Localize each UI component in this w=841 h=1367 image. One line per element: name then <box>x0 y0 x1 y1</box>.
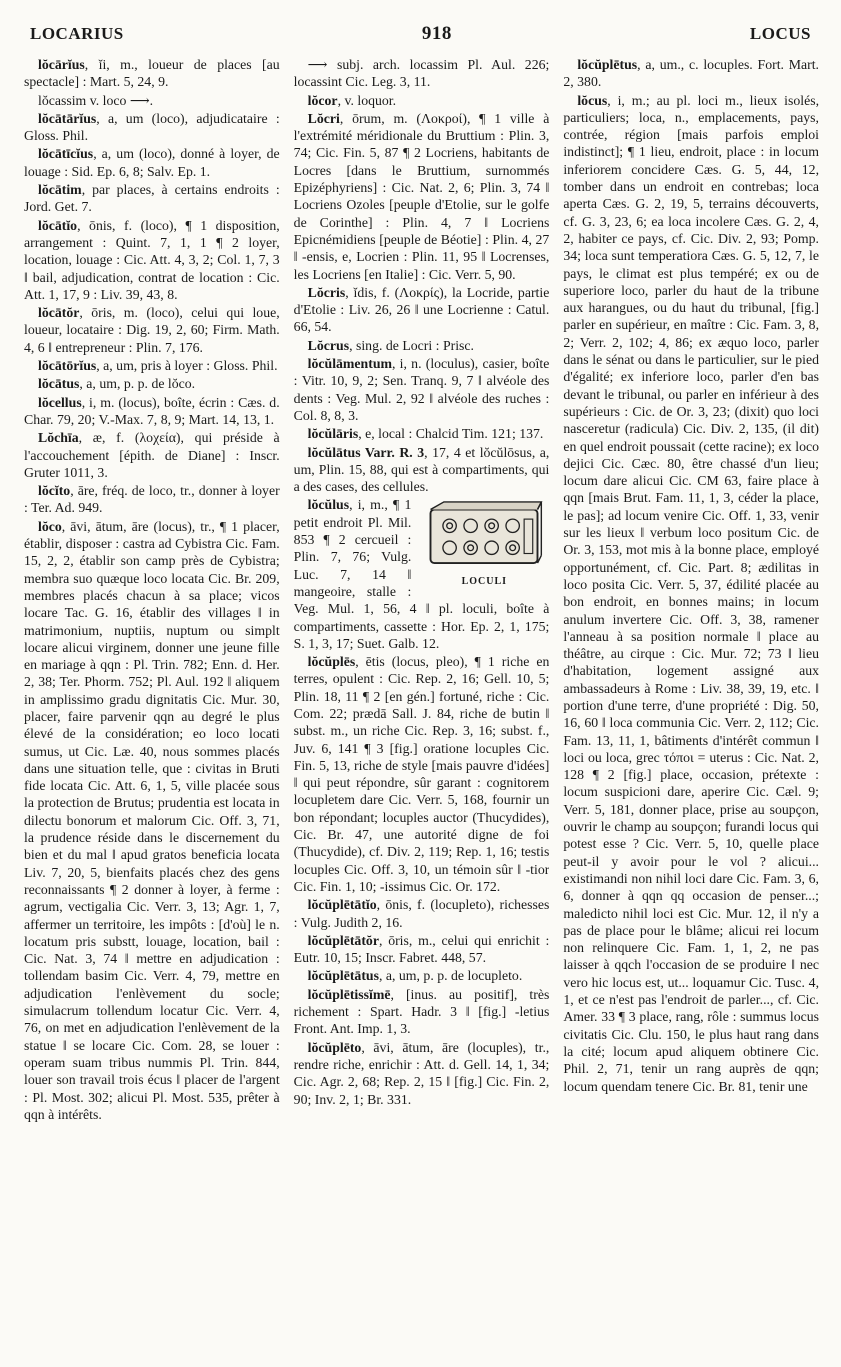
headword: lŏcārĭus <box>38 57 85 72</box>
headword: lŏcŭplēs <box>307 654 356 670</box>
column-right <box>563 56 819 1353</box>
running-head-right: LOCUS <box>749 24 811 43</box>
running-head-left: LOCARIUS <box>30 24 124 43</box>
dictionary-entry: lŏcātīcĭus, a, um (loco), donné à loyer, de louage : Sid. Ep. 6, 8; Salv. Ep. 1. <box>24 146 280 179</box>
headword: lŏcŭplētus <box>577 57 638 72</box>
loculi-illustration <box>419 500 549 590</box>
headword: lŏcŭplētissĭmē <box>307 986 391 1002</box>
headword: lŏcĭto <box>38 483 71 499</box>
dictionary-entry: lŏco, āvi, ātum, āre (locus), tr., ¶ 1 placer, établir, disposer : castra ad Cybistra Cic. Fam. 15, 2, 2, établir son camp près de Cybistra; membra suo quæque loco locata Cic. Br. 209, membres placés chacun à sa place; vicos locare Tac. G. 16, établir des villages ‖ in matrimonium, nuptiis, nuptum ou simplt locare alicui virginem, donner une jeune fille en mariage à qqn : Pl. Trin. 782; Enn. d. Her. 2, 38; Ter. Phorm. 752; Pl. Aul. 192 ‖ aliquem in amplissimo gradu dignitatis Cic. Mur. 30, placer, faire parvenir qqn au degré le plus élevé de la considération; eo loco locati sumus, ut Cic. Læ. 40, nous sommes placés dans une situation telle, que : civitas in Bruti fide locata Cic. Att. 6, 1, 5, ville placée sous la protection de Brutus; prudentia est locata in dilectu bonorum et malorum Cic. Off. 3, 71, la prudence réside dans le discernement du bien et du mal ‖ apud gratos beneficia locata Liv. 7, 20, 5, bienfaits placés chez des gens reconnaissants ¶ 2 donner à loyer, à ferme : agrum, vectigalia Cic. Verr. 3, 13; Agr. 1, 7, affermer un territoire, les impôts : [d'où] le n. locatum pris substt, louage, location, bail : Cic. Nat. 3, 74 ‖ mettre en adjudication : tollendam basim Cic. Verr. 4, 79, mettre en adjudication l'enlèvement du socle; simulacrum tollendum locatur Cic. Verr. 4, 76, on met en adjudication l'enlèvement de la statue ‖ se locare Cic. Com. 28, se louer : operam suam tribus nummis Pl. Trin. 844, louer son travail trois écus ‖ placer de l'argent : Pl. Most. 302; alicui Pl. Most. 535, prêter à qqn à intérêts. <box>24 518 280 1122</box>
headword: lŏcŭlātus Varr. R. 3 <box>307 444 425 460</box>
dictionary-entry: ⟶ subj. arch. locassim Pl. Aul. 226; locassint Cic. Leg. 3, 11. <box>293 57 550 90</box>
dictionary-entry: Lŏcri, ōrum, m. (Λοκροί), ¶ 1 ville à l'extrémité méridionale du Bruttium : Plin. 3, 74; Cic. Fin. 5, 87 ¶ 2 Locriens, habitants de Locres [dans le Bruttium, surnommés Epizéphyriens] : Cic. Nat. 2, 6; Plin. 3, 74 ‖ Locriens Ozoles [peuple d'Etolie, sur le golfe de Corinthe] : Plin. 4, 7 ‖ Locriens Epicnémidiens [peuple de Béotie] : Plin. 4, 27 ‖ -ensis, e, Locrien : Plin. 11, 95 ‖ Locrenses, les Locriens [en Italie] : Cic. Verr. 5, 90. <box>293 110 550 282</box>
dictionary-entry: lŏcārĭus, ĭi, m., loueur de places [au spectacle] : Mart. 5, 24, 9. <box>24 57 280 90</box>
dictionary-entry: lŏcātŏr, ōris, m. (loco), celui qui loue, loueur, locataire : Dig. 19, 2, 60; Firm. Math. 4, 6 ‖ entrepreneur : Plin. 7, 176. <box>24 305 280 355</box>
dictionary-entry: Lŏcris, ĭdis, f. (Λοκρίς), la Locride, partie d'Etolie : Liv. 26, 26 ‖ une Locrienne : Catul. 66, 54. <box>293 284 550 335</box>
headword: Lŏcrus <box>307 337 350 353</box>
headword: lŏcŭplētātus <box>307 968 379 984</box>
dictionary-entry: lŏcātus, a, um, p. p. de lŏco. <box>38 376 196 392</box>
headword: lŏcus <box>577 92 608 108</box>
headword: lŏcātĭo <box>38 217 78 233</box>
headword: lŏcātīcĭus <box>38 146 94 162</box>
dictionary-entry: lŏcŭlāmentum, i, n. (loculus), casier, boîte : Vitr. 10, 9, 2; Sen. Tranq. 9, 7 ‖ alvéole des dents : Veg. Mul. 2, 92 ‖ alvéole des ruches : Col. 8, 8, 3. <box>293 356 550 423</box>
headword: Lŏchīa <box>38 430 79 446</box>
dictionary-entry: lŏcŭplētātĭo, ōnis, f. (locupleto), richesses : Vulg. Judith 2, 16. <box>293 897 550 930</box>
headword: lŏcŭlāris <box>307 426 359 442</box>
headword: lŏcŭlāmentum <box>307 356 392 372</box>
headword: lŏcŭplētātĭo <box>307 897 377 913</box>
column-middle <box>294 56 550 1353</box>
page-header <box>30 18 811 50</box>
headword: Lŏcris <box>307 284 346 300</box>
dictionary-entry: Lŏchīa, æ, f. (λοχεία), qui préside à l'accouchement [épith. de Diane] : Inscr. Gruter 1011, 3. <box>24 430 280 480</box>
headword: lŏco <box>38 518 62 534</box>
column-left <box>24 56 280 1353</box>
headword: lŏcātim <box>38 182 82 198</box>
dictionary-entry: lŏcŭplētātus, a, um, p. p. de locupleto. <box>307 968 523 984</box>
dictionary-entry: lŏcŭplētātŏr, ōris, m., celui qui enrichit : Eutr. 10, 15; Inscr. Fabret. 448, 57. <box>293 932 550 966</box>
dictionary-entry: lŏcassim v. loco ⟶. <box>38 92 154 108</box>
headword: lŏcellus <box>38 394 82 410</box>
dictionary-entry: lŏcŭlus, i, m., ¶ 1 petit endroit Pl. Mil. 853 ¶ 2 cercueil : Plin. 7, 76; Vulg. Luc. 7, 14 ‖ mangeoire, stalle : Veg. Mul. 1, 56, 4 ‖ pl. loculi, boîte à compartiments, cassette : Hor. Ep. 2, 1, 175; S. 1, 3, 17; Suet. Galb. 12. <box>293 497 550 651</box>
dictionary-entry: lŏcŭlāris, e, local : Chalcid Tim. 121; 137. <box>307 426 544 442</box>
headword: lŏcātōrĭus <box>38 358 97 374</box>
headword: lŏcātŏr <box>38 305 80 321</box>
dictionary-entry: lŏcellus, i, m. (locus), boîte, écrin : Cæs. d. Char. 79, 20; V.-Max. 7, 8, 9; Mart. 14, 13, 1. <box>24 394 280 427</box>
dictionary-entry: lŏcŭplētissĭmē, [inus. au positif], très richement : Spart. Hadr. 3 ‖ [fig.] -letius Front. Ant. Imp. 1, 3. <box>293 986 550 1037</box>
cassette-drawing-icon <box>422 500 546 571</box>
dictionary-entry: lŏcus, i, m.; au pl. loci m., lieux isolés, particuliers; loca, n., emplacements, pays, contrée, région [mais parfois emploi indistinct]; ¶ 1 lieu, endroit, place : in locum inferiorem concidere Cæs. G. 5, 44, 12, tomber dans un endroit en contrebas; loca aperta Cæs. G. 2, 19, 5, terrains découverts, cf. G. 3, 23, 6; ea loca incolere Cæs. G. 2, 4, 2, habiter ce pays, cf. Cic. Div. 2, 93; Pomp. 34; loca sunt temperatiora Cæs. G. 5, 12, 7, le pays, le climat est plus tempéré; ex ou de superiore loco, parler du haut de la tribune aux harangues, ou du haut du tribunal, [fig.] parler en supérieur, en maître : Cic. Fam. 3, 8, 2; Verr. 2, 102; 4, 86; ex æquo loco, parler dans le sénat ou dans le particulier, sur le pied d'égalité; ex inferiore loco, parler d'en bas devant le tribunal, ou parler en inférieur à des supérieurs : Cic. de Or. 3, 23; (dixit) quo loci nasceretur (radicula) Cic. Div. 2, 135, (il dit) en quel endroit poussait (cette racine); ex loco dejici Cic. Cæc. 80, être chassé d'un lieu; locum dare alicui Cic. CM 63, faire place à qqn [mais Brut. Fam. 11, 1, 3, céder la place, le pas]; ad locum venire Cic. Off. 1, 33, venir sur les lieux ‖ verbum loco positum Cic. de Or. 3, 153, mot mis à la bonne place, employé opportunément, cf. Cic. Part. 8; ædilitas in loco posita Cic. Verr. 5, 37, édilité placée au bon endroit, en bonnes mains; in locum anulum invertere Cic. Off. 3, 38, ramener l'anneau à sa position normale ‖ place au théâtre, au cirque : Cic. Mur. 72; 73 ‖ lieu d'habitation, logement assigné aux ambassadeurs à Rome : Liv. 38, 39, 19, etc. ‖ portion d'une terre, d'une propriété : Dig. 50, 16, 60 ‖ loca communia Cic. Verr. 2, 112; Cic. Fam. 13, 11, 1, bâtiments d'intérêt commun ‖ loci ou loca, grec τόποι = uterus : Cic. Nat. 2, 128 ¶ 2 [fig.] place, occasion, prétexte : locum suspicioni dare, aperire Cic. Cæl. 9; Verr. 5, 181, donner place, prise au soupçon, ouvrir le champ au soupçon; furandi locus qui potest esse ? Cic. Verr. 5, 10, quelle place peut-il y avoir pour le vol ? alicui... existimandi non nihil loci dare Cic. Fam. 3, 6, 6, donner à qqn qq occasion de penser...; maledicto nihil loci est Cic. Mur. 12, il n'y a pas de place pour le blâme; alicui rei locum non relinquere Cic. Fam. 1, 1, 2, ne pas laisser à qqch l'occasion de se produire ‖ nec vero hic locus est, ut... loquamur Cic. Tusc. 4, 1, et ce n'est pas l'endroit de parler..., cf. Cic. Amer. 33 ¶ 3 place, rang, rôle : summus locus civitatis Cic. Clu. 150, le plus haut rang dans la cité; locum apud aliquem obtinere Cic. Phil. 2, 71, tenir un rang auprès de qqn; locum quendam tenere Cic. Br. 81, tenir une <box>563 92 820 1094</box>
dictionary-entry: lŏcŭplēs, ētis (locus, pleo), ¶ 1 riche en terres, opulent : Cic. Rep. 2, 16; Gell. 10, 5; Plin. 18, 11 ¶ 2 [en gén.] fortuné, riche : Cic. Com. 22; prædā Sall. J. 84, riche de butin ‖ subst. m., un riche Cic. Rep. 3, 16; subst. f., Juv. 6, 141 ¶ 3 [fig.] oratione locuples Cic. Fin. 5, 13, riche de style [mais pauvre d'idées] ‖ qui peut répondre, sûr garant : cognitorem locupletem dare Cic. Verr. 5, 168, fournir un bon répondant; locuples auctor (Thucydides), Cic. Br. 47, une autorité digne de foi (Thucydide), cf. Div. 2, 119; Rep. 1, 16; testis locuples Cic. Off. 3, 10, un témoin sûr ‖ -tior Cic. Fin. 1, 10; -issimus Cic. Or. 172. <box>293 654 550 894</box>
headword: lŏcātārĭus <box>38 110 97 126</box>
headword: lŏcŭplēto <box>307 1039 362 1055</box>
headword: lŏcŭplētātŏr <box>307 932 379 948</box>
figure-caption: LOCULI <box>461 576 508 588</box>
dictionary-entry: Lŏcrus, sing. de Locri : Prisc. <box>307 337 474 353</box>
headword: Lŏcri <box>307 110 340 126</box>
headword: lŏcātus <box>38 376 80 392</box>
page-number: 918 <box>421 23 452 44</box>
dictionary-entry: lŏcor, v. loquor. <box>307 92 397 108</box>
dictionary-entry: lŏcātim, par places, à certains endroits : Jord. Get. 7. <box>24 182 280 215</box>
dictionary-entry: lŏcŭplēto, āvi, ātum, āre (locuples), tr., rendre riche, enrichir : Att. d. Gell. 14, 1, 34; Cic. Agr. 2, 68; Rep. 2, 15 ‖ [fig.] Cic. Fin. 2, 90; Inv. 2, 1; Br. 331. <box>293 1039 550 1107</box>
dictionary-entry: lŏcŭlātus Varr. R. 3, 17, 4 et lŏcŭlōsus, a, um, Plin. 15, 88, qui est à compartiments, qui a des cases, des cellules. <box>293 444 550 495</box>
dictionary-entry: lŏcŭplētus, a, um., c. locuples. Fort. Mart. 2, 380. <box>563 57 820 90</box>
dictionary-entry: lŏcātĭo, ōnis, f. (loco), ¶ 1 disposition, arrangement : Quint. 7, 1, 1 ¶ 2 loyer, location, louage : Cic. Att. 4, 3, 2; Col. 1, 7, 3 ‖ bail, adjudication, contrat de location : Cic. Att. 1, 17, 9 : Liv. 39, 43, 8. <box>24 217 280 302</box>
dictionary-entry: lŏcātārĭus, a, um (loco), adjudicataire : Gloss. Phil. <box>24 110 280 144</box>
dictionary-entry: lŏcātōrĭus, a, um, pris à loyer : Gloss. Phil. <box>38 358 278 374</box>
dictionary-entry: lŏcĭto, āre, fréq. de loco, tr., donner à loyer : Ter. Ad. 949. <box>24 483 280 516</box>
headword: lŏcŭlus <box>307 497 350 513</box>
text-columns <box>24 56 819 1353</box>
headword: lŏcor <box>307 92 338 108</box>
